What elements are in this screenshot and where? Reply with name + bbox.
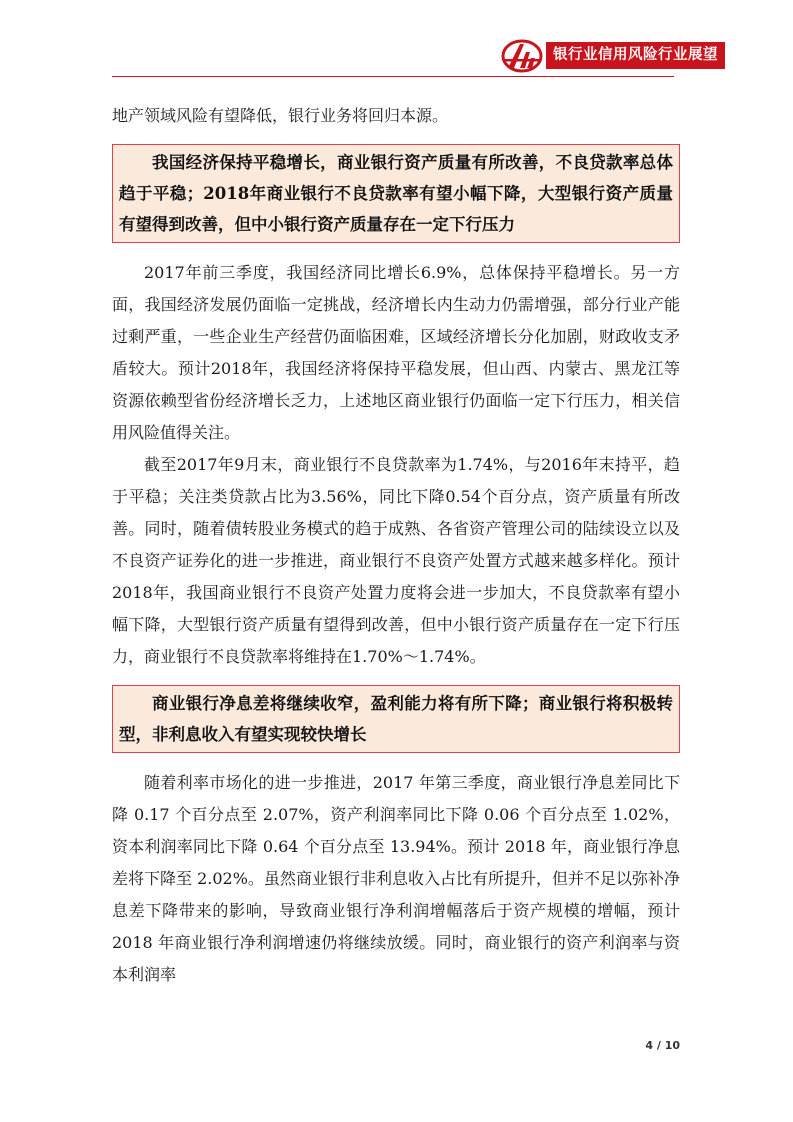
header-title: 银行业信用风险行业展望 xyxy=(546,42,725,69)
highlight-box-profitability xyxy=(112,685,680,753)
header-divider xyxy=(112,76,674,77)
highlight-text-profitability: 商业银行净息差将继续收窄，盈利能力将有所下降；商业银行将积极转型，非利息收入有望实现较快增长 xyxy=(119,694,673,744)
highlight-box-asset-quality xyxy=(112,144,680,243)
paragraph-economy: 2017年前三季度，我国经济同比增长6.9%，总体保持平稳增长。另一方面，我国经济发展仍面临一定挑战，经济增长内生动力仍需增强，部分行业产能过剩严重，一些企业生产经营仍面临困难，区域经济增长分化加剧，财政收支矛盾较大。预计2018年，我国经济将保持平稳发展，但山西、内蒙古、黑龙江等资源依赖型省份经济增长乏力，上述地区商业银行仍面临一定下行压力，相关信用风险值得关注。 xyxy=(112,263,680,442)
company-logo-icon xyxy=(500,38,544,74)
paragraph-npl: 截至2017年9月末，商业银行不良贷款率为1.74%，与2016年末持平，趋于平稳；关注类贷款占比为3.56%，同比下降0.54个百分点，资产质量有所改善。同时，随着债转股业务模式的趋于成熟、各省资产管理公司的陆续设立以及不良资产证券化的进一步推进，商业银行不良资产处置方式越来越多样化。预计2018年，我国商业银行不良资产处置力度将会进一步加大，不良贷款率有望小幅下降，大型银行资产质量有望得到改善，但中小银行资产质量存在一定下行压力，商业银行不良贷款率将维持在1.70%～1.74%。 xyxy=(112,455,680,666)
document-body xyxy=(112,100,680,991)
highlight-text-asset-quality: 我国经济保持平稳增长，商业银行资产质量有所改善，不良贷款率总体趋于平稳；2018年商业银行不良贷款率有望小幅下降，大型银行资产质量有望得到改善，但中小银行资产质量存在一定下行压力 xyxy=(119,153,673,234)
page-header xyxy=(500,38,725,74)
paragraph-net-interest-margin: 随着利率市场化的进一步推进，2017 年第三季度，商业银行净息差同比下降 0.17 个百分点至 2.07%，资产利润率同比下降 0.06 个百分点至 1.02%，资本利润率同比下降 0.64 个百分点至 13.94%。预计 2018 年，商业银行净息差将下降至 2.02%。虽然商业银行非利息收入占比有所提升，但并不足以弥补净息差下降带来的影响，导致商业银行净利润增幅落后于资产规模的增幅，预计 2018 年商业银行净利润增速仍将继续放缓。同时，商业银行的资产利润率与资本利润率 xyxy=(112,773,680,984)
page-number: 4 / 10 xyxy=(645,1039,680,1052)
paragraph-intro-continuation: 地产领域风险有望降低，银行业务将回归本源。 xyxy=(112,106,449,125)
